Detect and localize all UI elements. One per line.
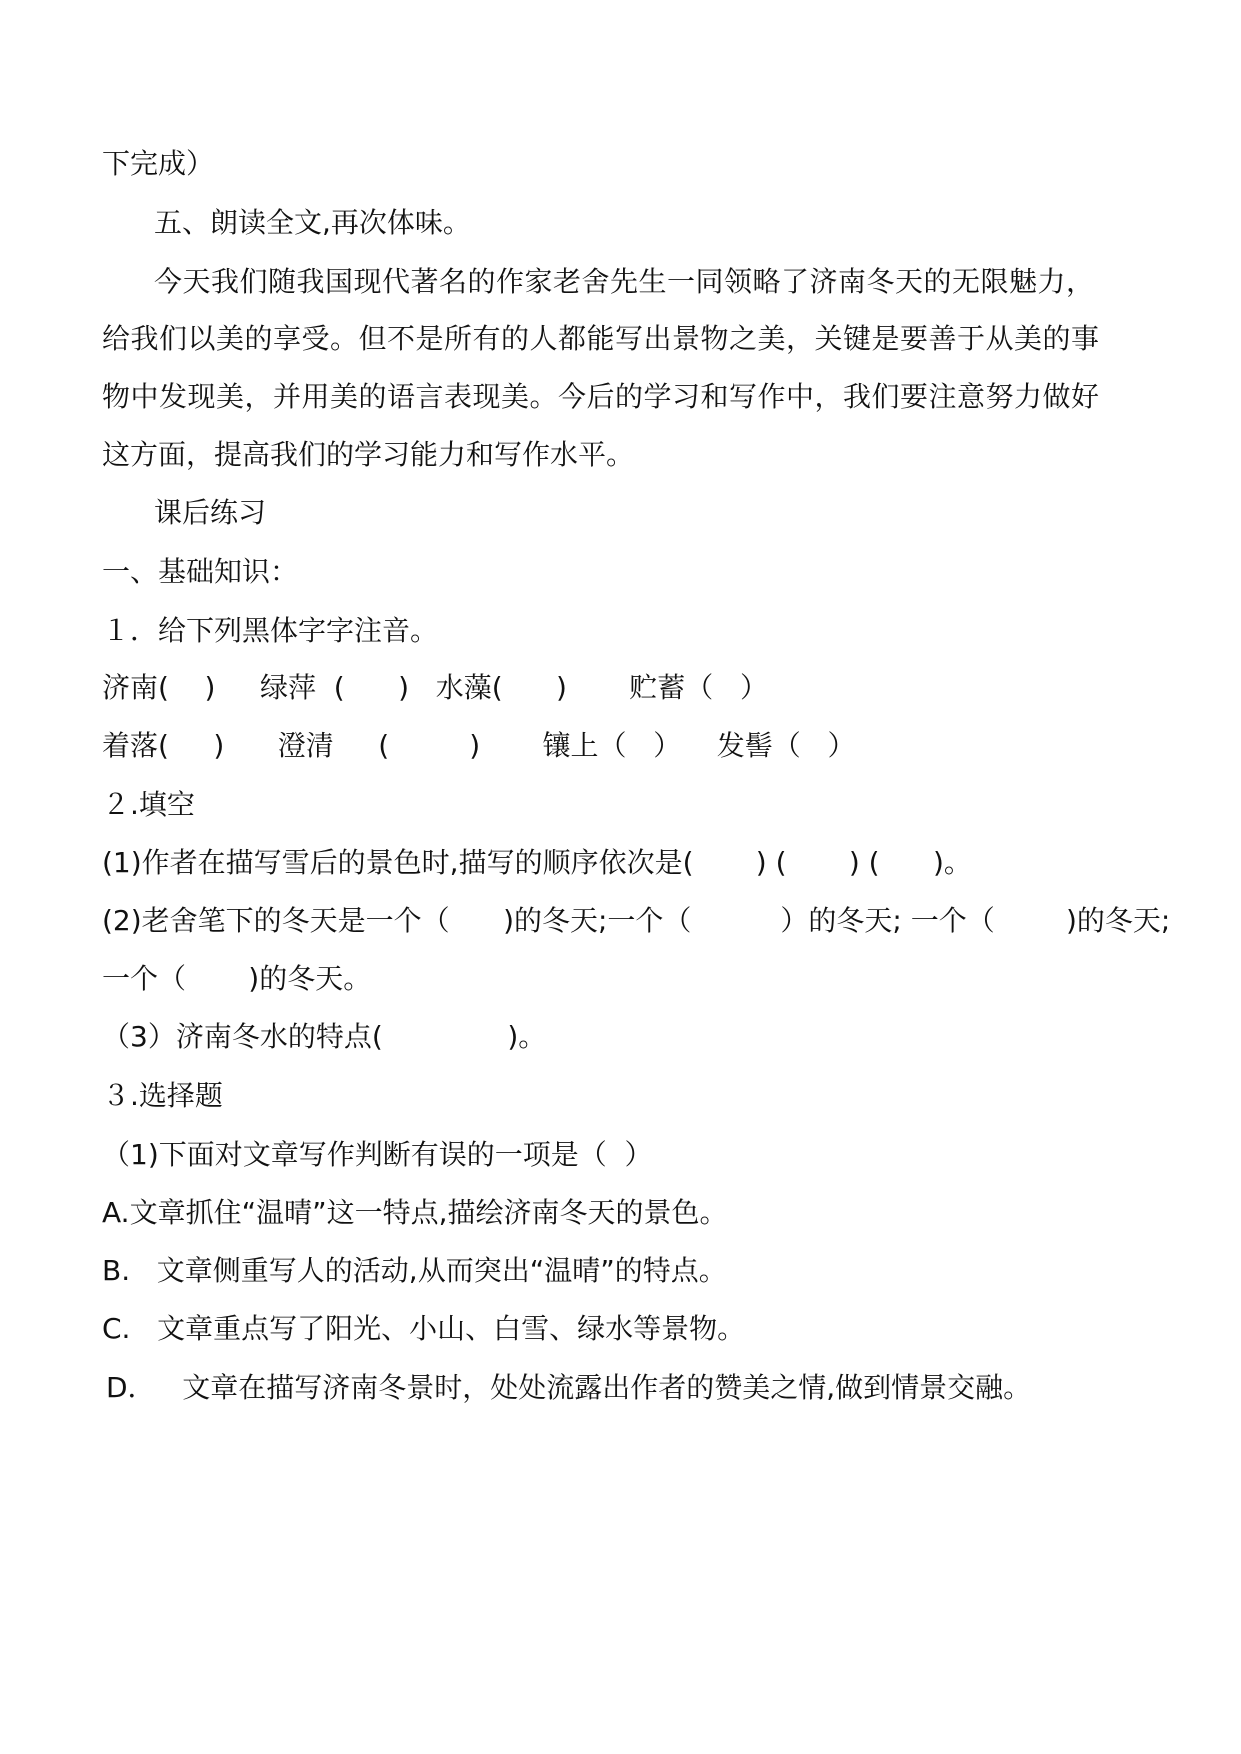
paragraph-line: 物中发现美，并用美的语言表现美。今后的学习和写作中，我们要注意努力做好 <box>102 380 1100 413</box>
paragraph-line: 给我们以美的享受。但不是所有的人都能写出景物之美，关键是要善于从美的事 <box>102 322 1100 355</box>
exercise-title: 课后练习 <box>154 496 267 529</box>
paragraph-line: 今天我们随我国现代著名的作家老舍先生一同领略了济南冬天的无限魅力， <box>154 265 1095 298</box>
question: （1)下面对文章写作判断有误的一项是（ ） <box>102 1138 653 1171</box>
section-heading: 一、基础知识： <box>102 555 299 588</box>
question: (2)老舍笔下的冬天是一个（ )的冬天;一个（ ）的冬天; 一个（ )的冬天; <box>102 904 1171 937</box>
question: ２.填空 <box>102 788 195 821</box>
section-heading: 五、朗读全文,再次体味。 <box>154 206 471 239</box>
choice-d: D． 文章在描写济南冬景时，处处流露出作者的赞美之情,做到情景交融。 <box>106 1371 1032 1404</box>
choice-b: B. 文章侧重写人的活动,从而突出“温晴”的特点。 <box>102 1254 727 1287</box>
choice-a: A.文章抓住“温晴”这一特点,描绘济南冬天的景色。 <box>102 1196 728 1229</box>
question-blanks: 济南( ) 绿萍 ( ) 水藻( ) 贮蓄（ ） <box>102 671 768 704</box>
text-line: 下完成） <box>102 147 215 180</box>
question: ３.选择题 <box>102 1079 223 1112</box>
question: (1)作者在描写雪后的景色时,描写的顺序依次是( ) ( ) ( )。 <box>102 846 972 879</box>
question: 一个（ )的冬天。 <box>102 962 372 995</box>
question: （3）济南冬水的特点( )。 <box>102 1020 547 1053</box>
question: １．给下列黑体字字注音。 <box>102 614 439 647</box>
choice-c: C. 文章重点写了阳光、小山、白雪、绿水等景物。 <box>102 1312 746 1345</box>
paragraph-line: 这方面，提高我们的学习能力和写作水平。 <box>102 438 635 471</box>
question-blanks: 着落( ) 澄清 ( ) 镶上（ ） 发髻（ ） <box>102 729 856 762</box>
